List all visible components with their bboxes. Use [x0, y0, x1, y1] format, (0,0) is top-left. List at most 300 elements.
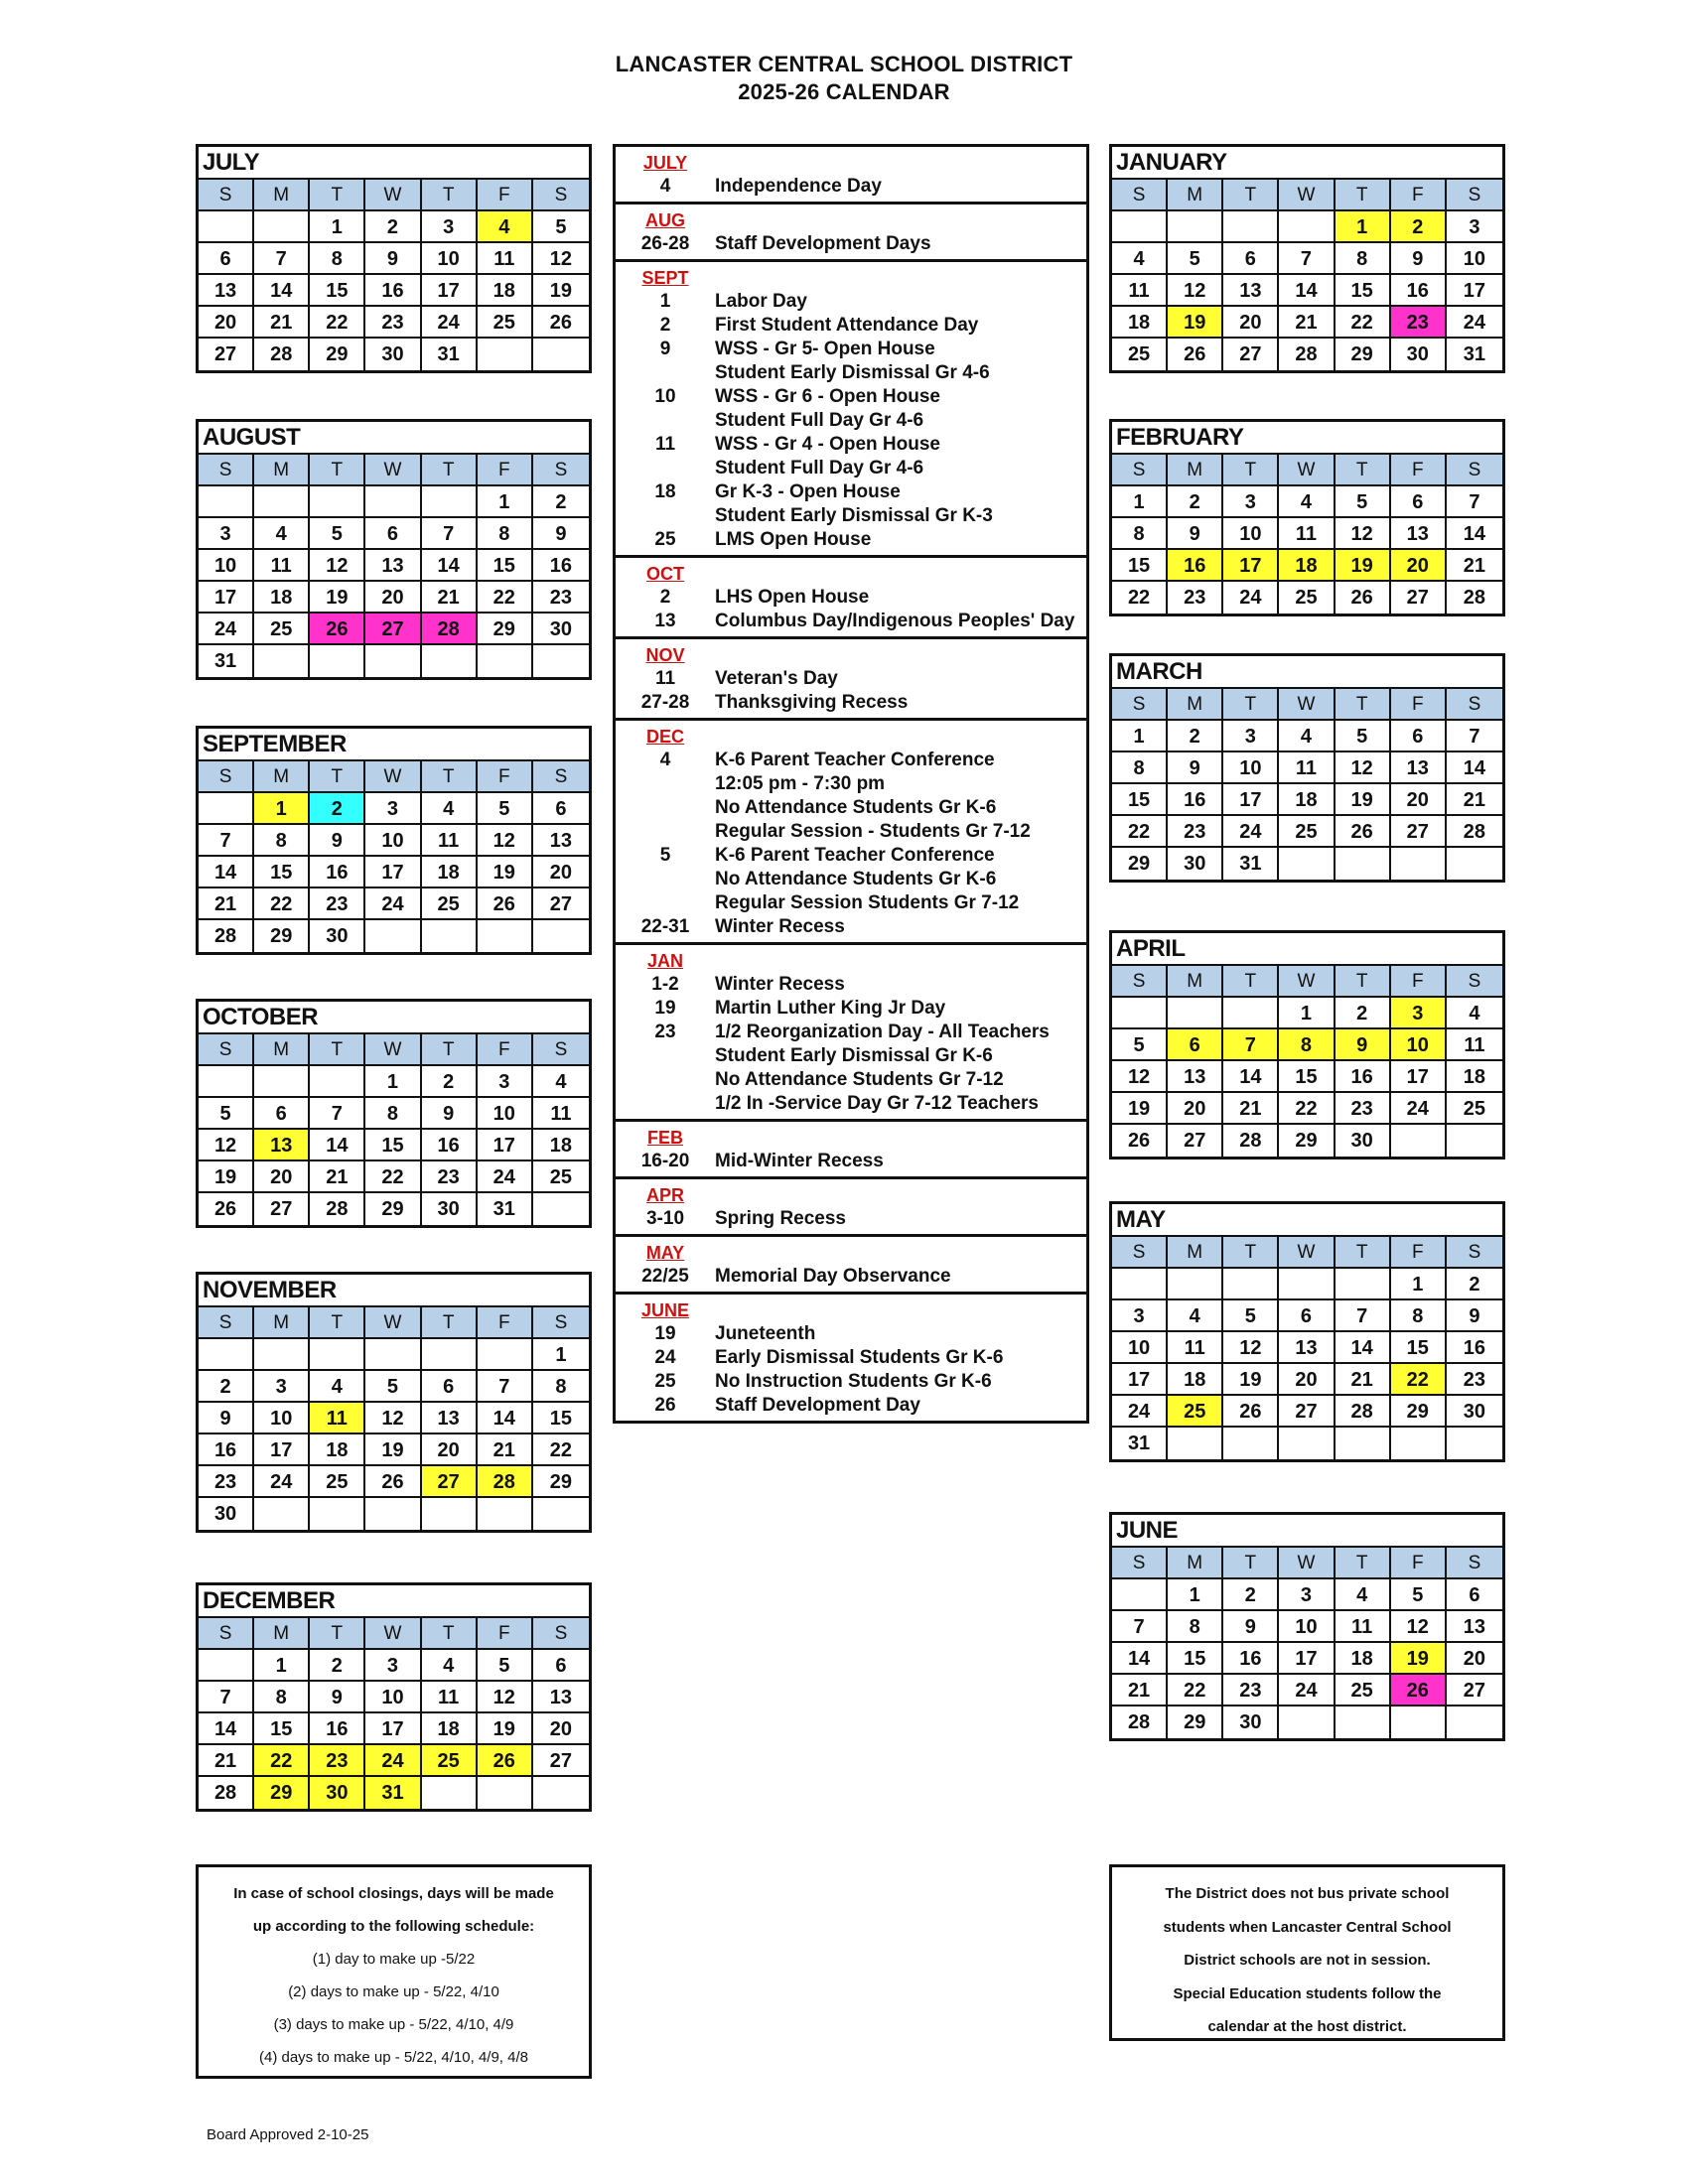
empty-cell — [1279, 848, 1335, 880]
day-cell: 11 — [1168, 1332, 1223, 1364]
event-row — [616, 973, 1086, 997]
weekday-header: W — [1279, 1548, 1335, 1579]
event-date: 10 — [654, 386, 676, 407]
day-cell: 4 — [1279, 486, 1335, 518]
day-cell: 27 — [1168, 1125, 1223, 1157]
weekday-header: S — [199, 180, 254, 211]
day-cell: 18 — [1168, 1364, 1223, 1396]
event-date: 11 — [654, 668, 676, 689]
event-section — [613, 1292, 1089, 1424]
weekday-header: T — [1336, 1548, 1391, 1579]
day-cell: 13 — [422, 1403, 478, 1434]
bus-note-line: students when Lancaster Central School — [1163, 1918, 1452, 1936]
day-cell: 9 — [533, 518, 589, 550]
day-cell: 1 — [1279, 998, 1335, 1029]
day-cell: 6 — [199, 243, 254, 275]
day-cell: 10 — [1223, 518, 1279, 550]
day-cell: 11 — [310, 1403, 365, 1434]
day-cell: 4 — [1279, 721, 1335, 752]
closings-note-line: (1) day to make up -5/22 — [312, 1951, 476, 1968]
month-november — [196, 1272, 592, 1533]
day-cell: 23 — [533, 582, 589, 614]
empty-cell — [422, 1498, 478, 1530]
day-cell: 18 — [254, 582, 310, 614]
day-cell: 31 — [1463, 343, 1486, 365]
empty-cell — [365, 1339, 421, 1371]
day-cell: 19 — [478, 857, 533, 888]
day-cell: 24 — [1447, 307, 1502, 339]
month-name: JANUARY — [1112, 147, 1502, 180]
day-cell: 28 — [1279, 339, 1335, 370]
weekday-header: S — [1112, 180, 1168, 211]
day-cell: 10 — [365, 825, 421, 857]
event-row — [616, 1265, 1086, 1289]
day-cell: 30 — [310, 1777, 365, 1809]
day-cell: 24 — [199, 614, 254, 645]
day-cell: 6 — [254, 1098, 310, 1130]
empty-cell — [1112, 1579, 1168, 1611]
weekday-header: T — [422, 455, 478, 486]
event-section — [613, 1119, 1089, 1179]
weekday-header: F — [1391, 966, 1447, 998]
weekday-header: F — [478, 455, 533, 486]
day-cell: 11 — [1447, 1029, 1502, 1061]
day-cell: 25 — [1279, 582, 1335, 614]
day-cell: 2 — [1168, 721, 1223, 752]
empty-cell — [1447, 1428, 1502, 1459]
day-cell: 14 — [1447, 752, 1502, 784]
day-cell: 2 — [1391, 211, 1447, 243]
day-cell: 27 — [254, 1193, 310, 1225]
weekday-header: F — [1391, 1548, 1447, 1579]
day-cell: 3 — [254, 1371, 310, 1403]
event-row — [616, 820, 1086, 844]
day-cell: 16 — [1336, 1061, 1391, 1093]
event-date: 11 — [654, 434, 676, 455]
day-cell: 14 — [310, 1130, 365, 1161]
weekday-header: F — [478, 1307, 533, 1339]
day-cell: 23 — [1447, 1364, 1502, 1396]
empty-cell — [254, 486, 310, 518]
day-cell: 14 — [1112, 1643, 1168, 1675]
weekday-header: W — [365, 1307, 421, 1339]
event-row — [616, 314, 1086, 338]
day-cell: 28 — [422, 614, 478, 645]
event-text: WSS - Gr 5- Open House — [715, 339, 935, 359]
day-cell: 7 — [1447, 721, 1502, 752]
event-text: Regular Session Students Gr 7-12 — [715, 892, 1020, 913]
day-cell: 30 — [1336, 1125, 1391, 1157]
day-cell: 1 — [1391, 1269, 1447, 1300]
event-date: 13 — [654, 611, 676, 631]
day-cell: 15 — [1391, 1332, 1447, 1364]
day-cell: 9 — [1336, 1029, 1391, 1061]
day-cell: 28 — [478, 1466, 533, 1498]
event-row — [616, 1068, 1086, 1092]
day-cell: 1 — [478, 486, 533, 518]
weekday-header: W — [1279, 966, 1335, 998]
day-cell: 3 — [1112, 1300, 1168, 1332]
day-cell: 31 — [199, 645, 254, 677]
day-cell: 22 — [1279, 1093, 1335, 1125]
day-cell: 22 — [254, 888, 310, 920]
weekday-header: S — [1112, 1548, 1168, 1579]
day-cell: 30 — [1447, 1396, 1502, 1428]
day-cell: 25 — [1279, 816, 1335, 848]
event-row — [616, 1092, 1086, 1116]
day-cell: 30 — [1223, 1706, 1279, 1738]
event-text: LMS Open House — [715, 529, 872, 550]
day-cell: 5 — [1223, 1300, 1279, 1332]
day-cell: 6 — [1279, 1300, 1335, 1332]
day-cell: 11 — [533, 1098, 589, 1130]
empty-cell — [365, 920, 421, 952]
event-date: 4 — [659, 750, 671, 770]
day-cell: 17 — [1112, 1364, 1168, 1396]
event-month-heading: MAY — [645, 1243, 685, 1263]
day-cell: 18 — [1279, 784, 1335, 816]
day-cell: 9 — [310, 1682, 365, 1713]
empty-cell — [310, 645, 365, 677]
weekday-header: M — [254, 1307, 310, 1339]
empty-cell — [310, 1339, 365, 1371]
event-date — [616, 820, 715, 844]
day-cell: 7 — [199, 1682, 254, 1713]
day-cell: 19 — [365, 1434, 421, 1466]
event-section — [613, 202, 1089, 262]
event-date: 27-28 — [640, 692, 690, 713]
month-grid — [1112, 689, 1502, 880]
month-june — [1109, 1512, 1505, 1741]
empty-cell — [1279, 1706, 1335, 1738]
day-cell: 14 — [199, 857, 254, 888]
day-cell: 6 — [533, 793, 589, 825]
day-cell: 13 — [1223, 275, 1279, 307]
weekday-header: M — [254, 1618, 310, 1650]
month-march — [1109, 653, 1505, 883]
weekday-header: T — [1223, 1237, 1279, 1269]
day-cell: 8 — [1168, 1611, 1223, 1643]
empty-cell — [1168, 998, 1223, 1029]
closings-note-line: (3) days to make up - 5/22, 4/10, 4/9 — [273, 2016, 514, 2033]
weekday-header: F — [478, 180, 533, 211]
weekday-header: F — [1391, 689, 1447, 721]
event-date: 25 — [654, 1371, 676, 1392]
day-cell: 3 — [1223, 486, 1279, 518]
day-cell: 4 — [533, 1066, 589, 1098]
day-cell: 2 — [199, 1371, 254, 1403]
day-cell: 7 — [254, 243, 310, 275]
event-section — [613, 1176, 1089, 1237]
day-cell: 21 — [1112, 1675, 1168, 1706]
month-february — [1109, 419, 1505, 616]
day-cell: 14 — [422, 550, 478, 582]
day-cell: 16 — [310, 857, 365, 888]
weekday-header: F — [478, 761, 533, 793]
event-date: 3-10 — [645, 1208, 685, 1229]
month-january — [1109, 144, 1505, 373]
day-cell: 12 — [1391, 1611, 1447, 1643]
day-cell: 7 — [1279, 243, 1335, 275]
day-cell: 26 — [533, 307, 589, 339]
day-cell: 29 — [254, 920, 310, 952]
day-cell: 21 — [422, 582, 478, 614]
day-cell: 11 — [422, 825, 478, 857]
day-cell: 16 — [199, 1434, 254, 1466]
day-cell: 3 — [1391, 998, 1447, 1029]
day-cell: 7 — [1336, 1300, 1391, 1332]
day-cell: 19 — [478, 1713, 533, 1745]
event-text: Columbus Day/Indigenous Peoples' Day — [715, 611, 1075, 631]
weekday-header: T — [310, 761, 365, 793]
weekday-header: M — [1168, 180, 1223, 211]
day-cell: 15 — [310, 275, 365, 307]
day-cell: 27 — [1279, 1396, 1335, 1428]
day-cell: 28 — [199, 1777, 254, 1809]
day-cell: 24 — [365, 888, 421, 920]
day-cell: 20 — [1168, 1093, 1223, 1125]
empty-cell — [1112, 998, 1168, 1029]
day-cell: 18 — [1279, 550, 1335, 582]
day-cell: 28 — [199, 920, 254, 952]
day-cell: 6 — [1223, 243, 1279, 275]
weekday-header: W — [1279, 180, 1335, 211]
event-date — [616, 1068, 715, 1092]
day-cell: 10 — [1279, 1611, 1335, 1643]
empty-cell — [254, 1498, 310, 1530]
day-cell: 9 — [1391, 243, 1447, 275]
day-cell: 2 — [365, 211, 421, 243]
weekday-header: M — [254, 180, 310, 211]
day-cell: 22 — [533, 1434, 589, 1466]
empty-cell — [1336, 848, 1391, 880]
day-cell: 3 — [478, 1066, 533, 1098]
event-date: 2 — [659, 315, 671, 336]
day-cell: 5 — [1336, 721, 1391, 752]
day-cell: 18 — [1447, 1061, 1502, 1093]
empty-cell — [199, 793, 254, 825]
event-section — [613, 636, 1089, 721]
day-cell: 28 — [1336, 1396, 1391, 1428]
empty-cell — [478, 645, 533, 677]
day-cell: 1 — [254, 793, 310, 825]
day-cell: 21 — [199, 1745, 254, 1777]
weekday-header: M — [1168, 966, 1223, 998]
day-cell: 17 — [1279, 1643, 1335, 1675]
day-cell: 1 — [533, 1339, 589, 1371]
day-cell: 3 — [1447, 211, 1502, 243]
day-cell: 8 — [1336, 243, 1391, 275]
day-cell: 14 — [1279, 275, 1335, 307]
day-cell: 12 — [478, 825, 533, 857]
day-cell: 27 — [199, 339, 254, 370]
day-cell: 26 — [1336, 582, 1391, 614]
event-row — [616, 1370, 1086, 1394]
day-cell: 21 — [254, 307, 310, 339]
day-cell: 9 — [310, 825, 365, 857]
day-cell: 22 — [1112, 816, 1168, 848]
day-cell: 16 — [1391, 275, 1447, 307]
day-cell: 8 — [1391, 1300, 1447, 1332]
event-month-heading: JAN — [646, 951, 683, 971]
empty-cell — [1223, 998, 1279, 1029]
weekday-header: F — [1391, 180, 1447, 211]
day-cell: 23 — [422, 1161, 478, 1193]
day-cell: 10 — [1223, 752, 1279, 784]
day-cell: 19 — [310, 582, 365, 614]
day-cell: 30 — [310, 920, 365, 952]
day-cell: 26 — [310, 614, 365, 645]
day-cell: 23 — [310, 1745, 365, 1777]
day-cell: 18 — [1336, 1643, 1391, 1675]
event-text: Independence Day — [715, 176, 882, 197]
day-cell: 27 — [533, 888, 589, 920]
bus-note-line: The District does not bus private school — [1165, 1885, 1450, 1902]
empty-cell — [310, 1498, 365, 1530]
day-cell: 18 — [422, 857, 478, 888]
day-cell: 22 — [1112, 582, 1168, 614]
empty-cell — [310, 1066, 365, 1098]
weekday-header: T — [310, 1034, 365, 1066]
day-cell: 8 — [1112, 518, 1168, 550]
empty-cell — [1223, 1428, 1279, 1459]
event-date: 19 — [654, 998, 676, 1019]
day-cell: 8 — [310, 243, 365, 275]
day-cell: 9 — [199, 1403, 254, 1434]
empty-cell — [1336, 1706, 1391, 1738]
day-cell: 6 — [1168, 1029, 1223, 1061]
day-cell: 21 — [1223, 1093, 1279, 1125]
event-date: 26-28 — [640, 233, 690, 254]
day-cell: 22 — [1391, 1364, 1447, 1396]
day-cell: 26 — [1168, 339, 1223, 370]
day-cell: 16 — [422, 1130, 478, 1161]
day-cell: 10 — [1112, 1332, 1168, 1364]
event-text: 1/2 In -Service Day Gr 7-12 Teachers — [715, 1093, 1039, 1114]
event-text: Martin Luther King Jr Day — [715, 998, 946, 1019]
event-text: Veteran's Day — [715, 668, 838, 689]
month-grid — [199, 1034, 589, 1225]
event-text: K-6 Parent Teacher Conference — [715, 750, 995, 770]
month-name: AUGUST — [199, 422, 589, 455]
month-name: JULY — [199, 147, 589, 180]
day-cell: 13 — [199, 275, 254, 307]
event-date — [616, 457, 715, 480]
day-cell: 23 — [1168, 582, 1223, 614]
weekday-header: W — [365, 455, 421, 486]
event-date — [616, 409, 715, 433]
event-text: Winter Recess — [715, 974, 845, 995]
day-cell: 30 — [199, 1498, 254, 1530]
weekday-header: T — [310, 1618, 365, 1650]
event-section — [613, 718, 1089, 945]
event-date: 4 — [659, 176, 671, 197]
day-cell: 19 — [199, 1161, 254, 1193]
day-cell: 29 — [254, 1777, 310, 1809]
event-section — [613, 259, 1089, 558]
day-cell: 23 — [199, 1466, 254, 1498]
weekday-header: S — [1447, 180, 1502, 211]
month-grid — [1112, 966, 1502, 1157]
day-cell: 10 — [254, 1403, 310, 1434]
month-december — [196, 1582, 592, 1812]
weekday-header: F — [1391, 1237, 1447, 1269]
weekday-header: W — [365, 180, 421, 211]
day-cell: 2 — [533, 486, 589, 518]
day-cell: 1 — [310, 211, 365, 243]
day-cell: 25 — [310, 1466, 365, 1498]
day-cell: 19 — [1336, 784, 1391, 816]
weekday-header: S — [199, 455, 254, 486]
event-text: No Attendance Students Gr K-6 — [715, 869, 997, 889]
empty-cell — [533, 1498, 589, 1530]
event-row — [616, 1150, 1086, 1173]
month-september — [196, 726, 592, 955]
day-cell: 13 — [365, 550, 421, 582]
day-cell: 29 — [365, 1193, 421, 1225]
weekday-header: S — [1447, 455, 1502, 486]
day-cell: 13 — [1447, 1611, 1502, 1643]
event-date: 22/25 — [641, 1266, 689, 1287]
day-cell: 12 — [533, 243, 589, 275]
weekday-header: F — [478, 1034, 533, 1066]
empty-cell — [1279, 1269, 1335, 1300]
weekday-header: T — [1223, 1548, 1279, 1579]
weekday-header: M — [254, 455, 310, 486]
weekday-header: S — [1447, 966, 1502, 998]
weekday-header: S — [533, 180, 589, 211]
day-cell: 26 — [478, 888, 533, 920]
day-cell: 7 — [310, 1098, 365, 1130]
day-cell: 23 — [365, 307, 421, 339]
empty-cell — [1112, 1269, 1168, 1300]
day-cell: 5 — [1168, 243, 1223, 275]
weekday-header: T — [1223, 455, 1279, 486]
day-cell: 17 — [365, 1713, 421, 1745]
day-cell: 4 — [1447, 998, 1502, 1029]
event-text: Memorial Day Observance — [715, 1266, 951, 1287]
day-cell: 2 — [422, 1066, 478, 1098]
month-grid — [199, 1618, 589, 1809]
day-cell: 5 — [1112, 1029, 1168, 1061]
event-text: WSS - Gr 4 - Open House — [715, 434, 940, 455]
day-cell: 18 — [310, 1434, 365, 1466]
day-cell: 1 — [1168, 1579, 1223, 1611]
empty-cell — [533, 1193, 589, 1225]
event-section — [613, 555, 1089, 639]
day-cell: 19 — [1112, 1093, 1168, 1125]
month-name: NOVEMBER — [199, 1275, 589, 1307]
empty-cell — [478, 1498, 533, 1530]
day-cell: 16 — [365, 275, 421, 307]
day-cell: 20 — [1447, 1643, 1502, 1675]
weekday-header: S — [1447, 1237, 1502, 1269]
day-cell: 19 — [1168, 307, 1223, 339]
day-cell: 5 — [533, 211, 589, 243]
empty-cell — [533, 1777, 589, 1809]
day-cell: 24 — [1223, 816, 1279, 848]
event-text: LHS Open House — [715, 587, 870, 608]
empty-cell — [365, 1498, 421, 1530]
day-cell: 10 — [1447, 243, 1502, 275]
day-cell: 1 — [365, 1066, 421, 1098]
empty-cell — [365, 645, 421, 677]
event-row — [616, 667, 1086, 691]
day-cell: 11 — [1279, 752, 1335, 784]
weekday-header: S — [533, 1307, 589, 1339]
weekday-header: T — [310, 1307, 365, 1339]
empty-cell — [1391, 1125, 1447, 1157]
